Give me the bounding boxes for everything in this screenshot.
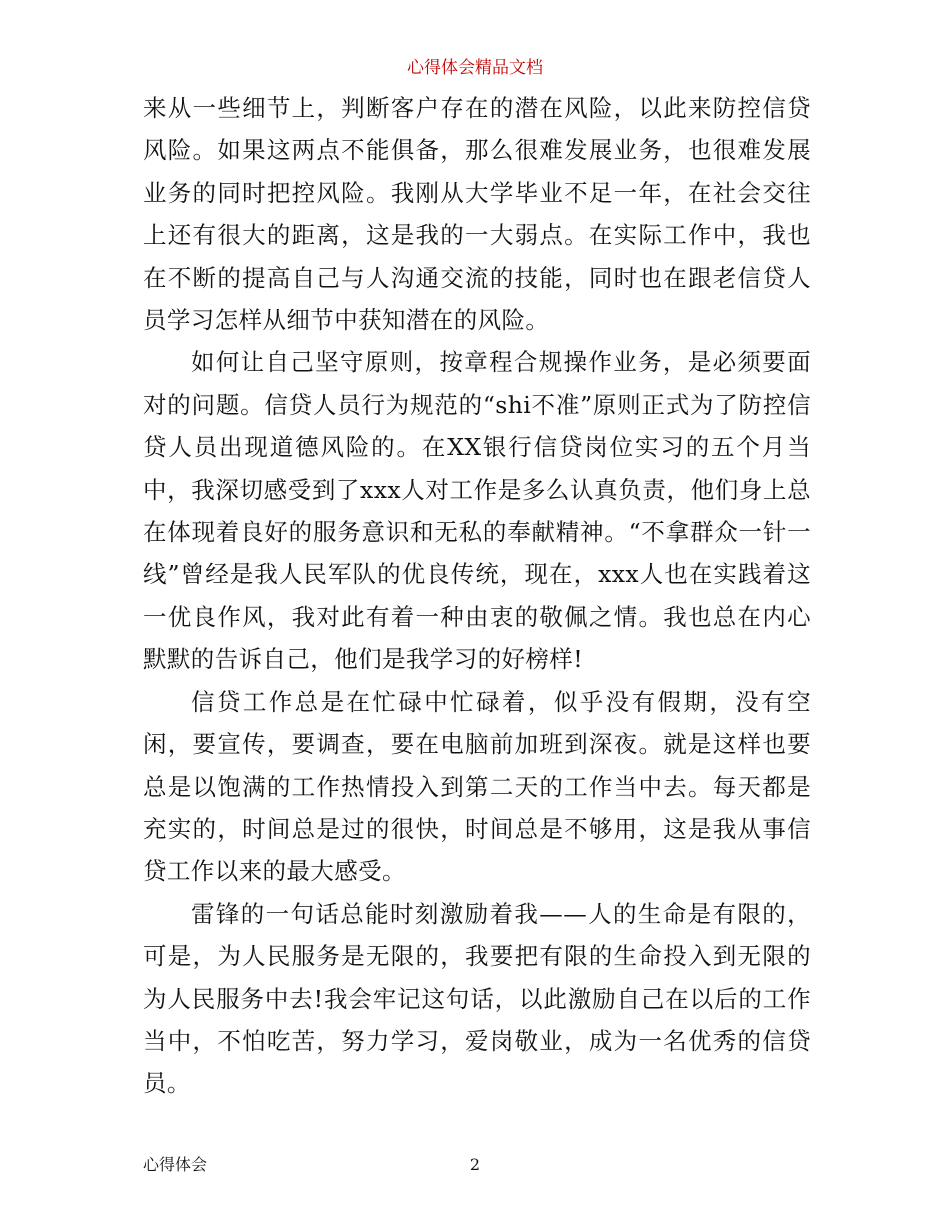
footer-label: 心得体会	[143, 1155, 208, 1174]
paragraph: 信贷工作总是在忙碌中忙碌着，似乎没有假期，没有空闲，要宣传，要调查，要在电脑前加班到深夜。就是这样也要总是以饱满的工作热情投入到第二天的工作当中去。每天都是充实的，时间总是过的很快，时间总是不够用，这是我从事信贷工作以来的最大感受。	[143, 687, 811, 886]
paragraph-continuation: 来从一些细节上，判断客户存在的潜在风险，以此来防控信贷风险。如果这两点不能俱备，那么很难发展业务，也很难发展业务的同时把控风险。我刚从大学毕业不足一年，在社会交往上还有很大的距离，这是我的一大弱点。在实际工作中，我也在不断的提高自己与人沟通交流的技能，同时也在跟老信贷人员学习怎样从细节中获知潜在的风险。	[143, 94, 811, 335]
paragraph: 雷锋的一句话总能时刻激励着我——人的生命是有限的，可是，为人民服务是无限的，我要把有限的生命投入到无限的为人民服务中去!我会牢记这句话，以此激励自己在以后的工作当中，不怕吃苦，努力学习，爱岗敬业，成为一名优秀的信贷员。	[143, 899, 811, 1098]
paragraph: 如何让自己坚守原则，按章程合规操作业务，是必须要面对的问题。信贷人员行为规范的“shi不准”原则正式为了防控信贷人员出现道德风险的。在XX银行信贷岗位实习的五个月当中，我深切感受到了xxx人对工作是多么认真负责，他们身上总在体现着良好的服务意识和无私的奉献精神。“不拿群众一针一线”曾经是我人民军队的优良传统，现在，xxx人也在实践着这一优良作风，我对此有着一种由衷的敬佩之情。我也总在内心默默的告诉自己，他们是我学习的好榜样!	[143, 348, 811, 674]
document-body	[143, 87, 811, 1105]
page-number: 2	[469, 1155, 481, 1174]
document-header-title: 心得体会精品文档	[407, 58, 543, 78]
